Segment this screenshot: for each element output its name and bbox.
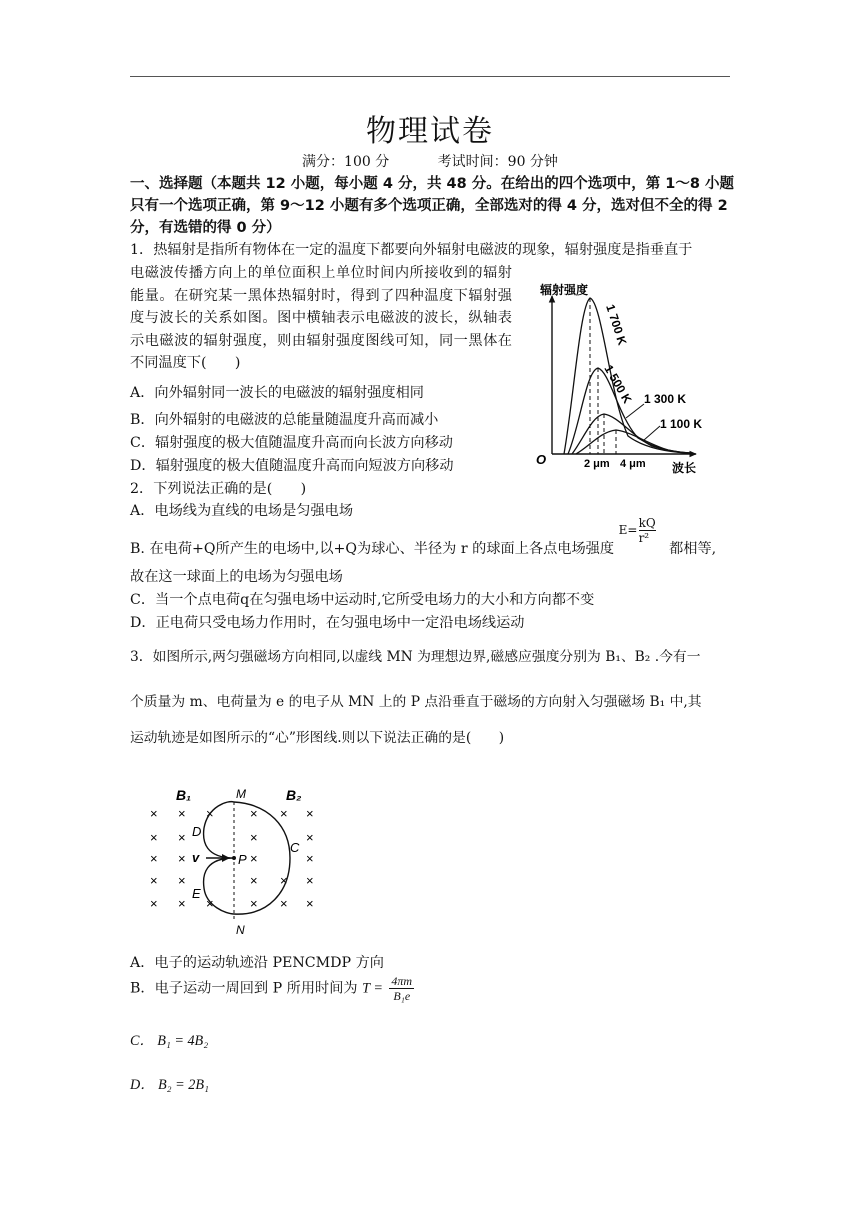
label-b1: B₁ — [176, 787, 192, 803]
cross: × — [306, 896, 314, 911]
formula-num: kQ — [638, 516, 656, 530]
q2-option-b-line2: 故在这一球面上的电场为匀强电场 — [130, 569, 343, 585]
q2-option-b — [130, 516, 717, 559]
cross: × — [306, 851, 314, 866]
cross: × — [206, 806, 214, 821]
formula-den: r² — [638, 531, 650, 545]
cross: × — [306, 830, 314, 845]
fraction-numerator: 4πm — [391, 974, 413, 988]
point-p — [232, 856, 236, 860]
cross: × — [178, 806, 186, 821]
origin-label: O — [536, 452, 547, 467]
cross: × — [150, 806, 158, 821]
label-1700k: 1 700 K — [603, 302, 630, 347]
cross: × — [150, 851, 158, 866]
q2-option-b-text: B. 在电荷+Q所产生的电场中,以+Q为球心、半径为 r 的球面上各点电场强度 — [130, 541, 615, 557]
cross: × — [150, 896, 158, 911]
cross: × — [250, 851, 258, 866]
cross: × — [250, 806, 258, 821]
label-1100k: 1 100 K — [660, 417, 703, 431]
header-rule — [130, 76, 730, 77]
q1-stem: 电磁波传播方向上的单位面积上单位时间内所接收到的辐射能量。在研究某一黑体热辐射时，得到了四种温度下辐射强度与波长的关系如图。图中横轴表示电磁波的波长，纵轴表示电磁波的辐射强度，则由辐射强度图线可知，同一黑体在不同温度下( ) — [130, 265, 512, 371]
cross: × — [306, 806, 314, 821]
cross: × — [178, 873, 186, 888]
q3-option-b-text: B．电子运动一周回到 P 所用时间为 — [130, 980, 358, 997]
cross: × — [178, 830, 186, 845]
fraction-denominator: B₁e — [393, 989, 411, 1003]
q2-option-b-tail: 都相等, — [669, 541, 717, 557]
label-1500k: 1 500 K — [601, 362, 635, 406]
q2-option-a: A．电场线为直线的电场是匀强电场 — [130, 503, 354, 519]
q1-option-b: B．向外辐射的电磁波的总能量随温度升高而减小 — [130, 412, 439, 428]
q1-option-c: C．辐射强度的极大值随温度升高而向长波方向移动 — [130, 435, 453, 451]
curve-1500k — [568, 368, 690, 454]
cross: × — [250, 873, 258, 888]
q1-stem-line1: 1．热辐射是指所有物体在一定的温度下都要向外辐射电磁波的现象，辐射强度是指垂直于 — [130, 242, 693, 258]
label-b2: B₂ — [286, 787, 302, 803]
cross: × — [250, 896, 258, 911]
tick-4um: 4 μm — [620, 458, 646, 470]
q3-stem-line1: 3．如图所示,两匀强磁场方向相同,以虚线 MN 为理想边界,磁感应强度分别为 B₁、B₂ .今有一 — [130, 649, 701, 665]
q2-option-c: C．当一个点电荷q在匀强电场中运动时,它所受电场力的大小和方向都不变 — [130, 592, 595, 608]
q2-stem: 2．下列说法正确的是( ) — [130, 481, 307, 497]
full-score: 满分：100 分 — [302, 154, 390, 170]
q1-option-a: A．向外辐射同一波长的电磁波的辐射强度相同 — [130, 385, 424, 401]
cross: × — [306, 873, 314, 888]
cross: × — [280, 873, 288, 888]
q3-stem-line2: 个质量为 m、电荷量为 e 的电子从 MN 上的 P 点沿垂直于磁场的方向射入匀强磁场 B₁ 中,其 — [130, 694, 702, 710]
tick-2um: 2 μm — [584, 458, 610, 470]
q2-option-d: D．正电荷只受电场力作用时，在匀强电场中一定沿电场线运动 — [130, 615, 525, 631]
magnetic-field-figure — [140, 782, 340, 938]
cross: × — [250, 830, 258, 845]
label-1300k: 1 300 K — [644, 392, 687, 406]
q3-stem-line3: 运动轨迹是如图所示的“心”形图线.则以下说法正确的是( ) — [130, 730, 505, 746]
label-e: E — [192, 886, 201, 901]
label-v: v — [192, 850, 200, 865]
blackbody-figure — [528, 276, 724, 476]
cross: × — [206, 896, 214, 911]
cross: × — [280, 896, 288, 911]
y-axis-label: 辐射强度 — [540, 283, 589, 297]
exam-meta — [0, 151, 860, 171]
cross: × — [150, 873, 158, 888]
leader-1100k — [644, 426, 660, 440]
cross: × — [150, 830, 158, 845]
cross: × — [178, 896, 186, 911]
label-p: P — [238, 852, 247, 867]
q3-option-c: C． B₁ = 4B₂ — [130, 1033, 209, 1049]
q3-option-d: D． B₂ = 2B₁ — [130, 1077, 209, 1093]
cross: × — [178, 851, 186, 866]
velocity-arrowhead — [222, 854, 230, 862]
label-d: D — [192, 824, 202, 839]
q3-option-a: A．电子的运动轨迹沿 PENCMDP 方向 — [130, 955, 384, 971]
label-c: C — [290, 840, 300, 855]
q3-option-b-fraction — [389, 974, 414, 1003]
q3-option-b-t: T = — [362, 980, 383, 997]
formula-e-kq-r2 — [618, 516, 665, 559]
page-title: 物理试卷 — [366, 114, 494, 149]
exam-time: 考试时间：90 分钟 — [437, 154, 558, 170]
section-heading: 一、选择题（本题共 12 小题，每小题 4 分，共 48 分。在给出的四个选项中，第 1～8 小题只有一个选项正确，第 9～12 小题有多个选项正确，全部选对的得 4 分，选对但不全的得 2 分，有选错的得 0 分） — [130, 176, 735, 236]
x-axis-label: 波长 — [672, 461, 697, 475]
leader-1300k — [626, 404, 644, 418]
label-n: N — [236, 923, 245, 937]
q1-option-d: D．辐射强度的极大值随温度升高而向短波方向移动 — [130, 458, 454, 474]
cross: × — [280, 806, 288, 821]
q3-option-b — [130, 974, 416, 1003]
label-m: M — [236, 787, 246, 801]
formula-lhs: E= — [618, 523, 638, 537]
